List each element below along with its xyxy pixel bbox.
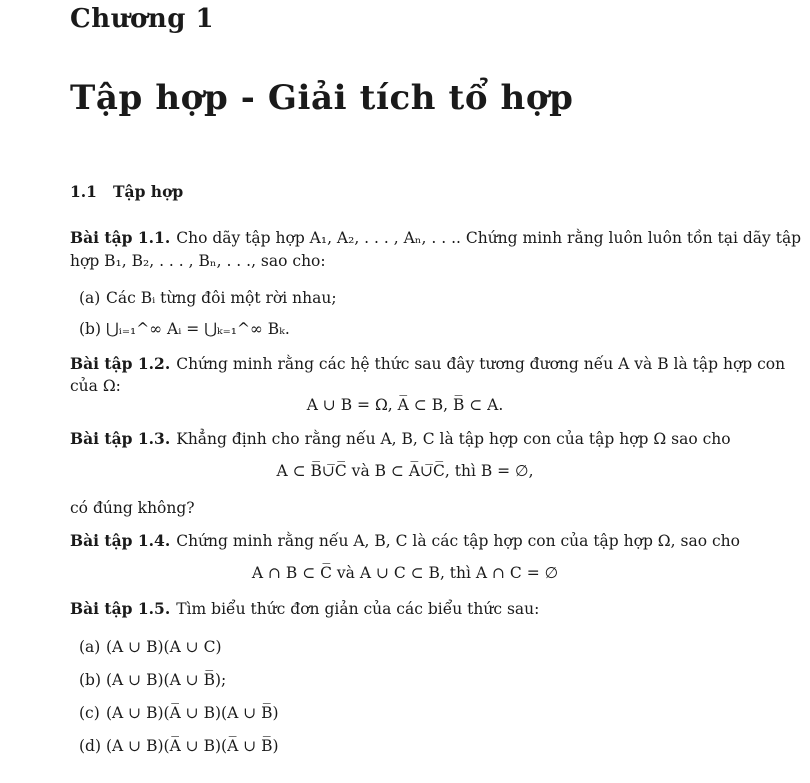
exercise-text: Cho dãy tập hợp A₁, A₂, . . . , Aₙ, . . .. Chứng minh rằng luôn luôn tồn tại dãy tập	[176, 229, 802, 247]
exercise-text: Tìm biểu thức đơn giản của các biểu thức sau:	[176, 600, 540, 618]
chapter-label: Chương 1	[70, 4, 215, 34]
exercise-label: Bài tập 1.1.	[70, 228, 171, 247]
item-label: (b)	[79, 320, 102, 338]
section-number: 1.1	[70, 182, 97, 201]
section-heading	[70, 182, 183, 201]
item-text: (A ∪ B)(A ∪ B̅);	[106, 671, 227, 689]
exercise-text: Chứng minh rằng nếu A, B, C là các tập hợp con của tập hợp Ω, sao cho	[176, 532, 740, 550]
exercise-text-continued: có đúng không?	[70, 499, 195, 517]
display-equation: A ⊂ B̅∪̅C̅ và B ⊂ A̅∪̅C̅, thì B = ∅,	[276, 462, 534, 480]
item-text: (A ∪ B)(A̅ ∪ B)(A ∪ B̅)	[106, 704, 279, 722]
exercise-text-continued: của Ω:	[70, 377, 121, 395]
item-label: (b)	[79, 671, 102, 689]
exercise-text: Chứng minh rằng các hệ thức sau đây tương đương nếu A và B là tập hợp con	[176, 355, 786, 373]
exercise-label: Bài tập 1.5.	[70, 599, 171, 618]
exercise-1-4	[70, 530, 740, 552]
list-item	[79, 638, 222, 656]
display-equation: A ∪ B = Ω, A̅ ⊂ B, B̅ ⊂ A.	[306, 396, 504, 414]
display-equation: A ∩ B ⊂ C̅ và A ∪ C ⊂ B, thì A ∩ C = ∅	[251, 564, 559, 582]
item-label: (d)	[79, 737, 102, 755]
item-text: ⋃ᵢ₌₁^∞ Aᵢ = ⋃ₖ₌₁^∞ Bₖ.	[106, 320, 290, 338]
exercise-1-3	[70, 428, 731, 450]
chapter-title: Tập hợp - Giải tích tổ hợp	[70, 78, 574, 118]
list-item	[79, 289, 337, 307]
item-text: Các Bᵢ từng đôi một rời nhau;	[106, 289, 337, 307]
item-label: (a)	[79, 289, 101, 307]
exercise-1-2	[70, 353, 785, 375]
list-item	[79, 320, 290, 338]
exercise-1-1	[70, 227, 801, 249]
exercise-1-5	[70, 598, 539, 620]
exercise-text: Khẳng định cho rằng nếu A, B, C là tập hợp con của tập hợp Ω sao cho	[176, 430, 731, 448]
exercise-label: Bài tập 1.2.	[70, 354, 171, 373]
exercise-text-continued: hợp B₁, B₂, . . . , Bₙ, . . ., sao cho:	[70, 252, 326, 270]
exercise-label: Bài tập 1.3.	[70, 429, 171, 448]
section-title: Tập hợp	[113, 182, 184, 201]
item-text: (A ∪ B)(A ∪ C)	[106, 638, 222, 656]
item-text: (A ∪ B)(A̅ ∪ B)(A̅ ∪ B̅)	[106, 737, 279, 755]
list-item	[79, 671, 226, 689]
item-label: (c)	[79, 704, 100, 722]
list-item	[79, 737, 279, 755]
item-label: (a)	[79, 638, 101, 656]
exercise-label: Bài tập 1.4.	[70, 531, 171, 550]
list-item	[79, 704, 279, 722]
